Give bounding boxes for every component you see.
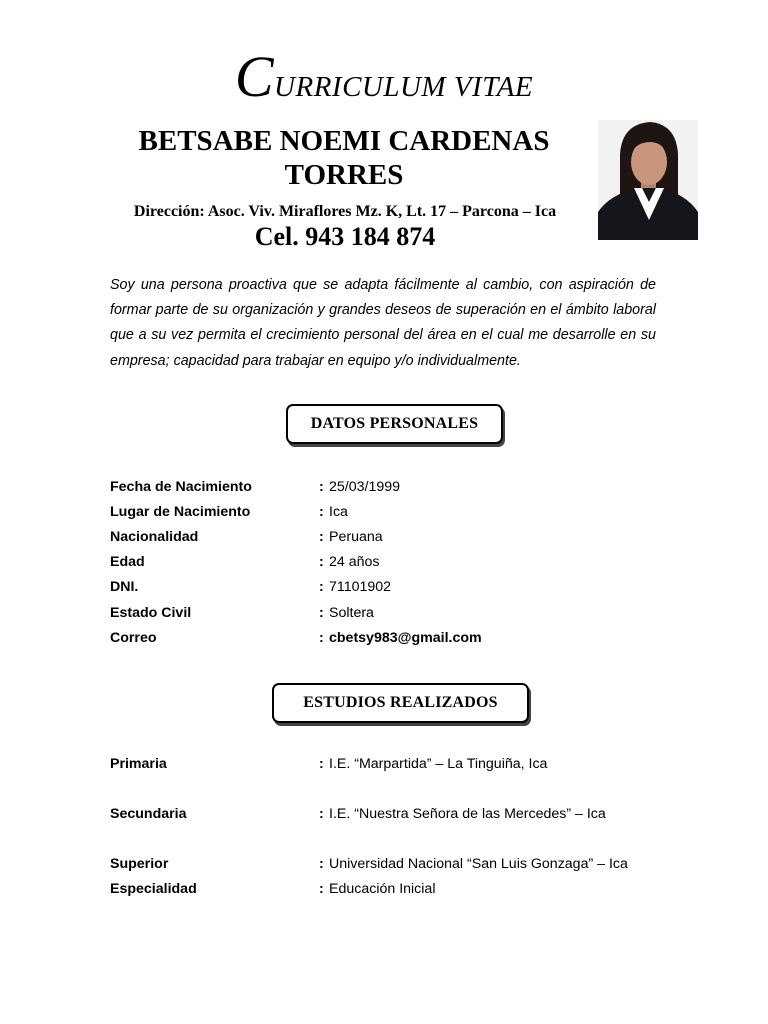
row-value: I.E. “Marpartida” – La Tinguiña, Ica bbox=[329, 756, 548, 772]
row-colon: : bbox=[319, 504, 324, 520]
phone-number: Cel. 943 184 874 bbox=[254, 222, 436, 251]
row-birth-place bbox=[110, 504, 670, 524]
row-civil-status bbox=[110, 605, 670, 625]
row-dni bbox=[110, 579, 670, 599]
row-birth-date bbox=[110, 479, 670, 499]
studies-heading: ESTUDIOS REALIZADOS bbox=[272, 683, 529, 723]
row-nationality bbox=[110, 529, 670, 549]
row-value: 24 años bbox=[329, 554, 380, 570]
row-colon: : bbox=[319, 756, 324, 772]
row-email bbox=[110, 630, 670, 650]
row-specialty bbox=[110, 881, 670, 901]
row-value: 25/03/1999 bbox=[329, 479, 401, 495]
row-colon: : bbox=[319, 856, 324, 872]
row-primary bbox=[110, 756, 670, 776]
row-value: 71101902 bbox=[329, 579, 392, 595]
profile-summary: Soy una persona proactiva que se adapta fácilmente al cambio, con aspiración de formar parte de su organización y grandes deseos de superación en el ámbito laboral que a su vez permita el crecimiento personal del área en el cual me desarrolle en su empresa; capacidad para trabajar en equipo y/o individualmente. bbox=[110, 277, 656, 369]
row-colon: : bbox=[319, 529, 324, 545]
row-colon: : bbox=[319, 479, 324, 495]
row-value: Educación Inicial bbox=[329, 881, 436, 897]
personal-data-heading: DATOS PERSONALES bbox=[286, 404, 503, 444]
row-colon: : bbox=[319, 579, 324, 595]
row-colon: : bbox=[319, 806, 324, 822]
row-age bbox=[110, 554, 670, 574]
row-colon: : bbox=[319, 630, 324, 646]
profile-photo bbox=[598, 120, 698, 240]
row-label: Superior bbox=[110, 856, 169, 872]
row-label: Secundaria bbox=[110, 806, 187, 822]
row-label: Primaria bbox=[110, 756, 167, 772]
row-secondary bbox=[110, 806, 670, 826]
title-initial: C bbox=[234, 44, 275, 109]
row-label: Nacionalidad bbox=[110, 529, 199, 545]
row-label: Correo bbox=[110, 630, 157, 646]
row-label: Estado Civil bbox=[110, 605, 192, 621]
row-value: Ica bbox=[329, 504, 348, 520]
address: Dirección: Asoc. Viv. Miraflores Mz. K, Lt. 17 – Parcona – Ica bbox=[133, 203, 557, 220]
row-label: Fecha de Nacimiento bbox=[110, 479, 252, 495]
name-line-1: BETSABE NOEMI CARDENAS bbox=[138, 125, 550, 157]
row-label: Edad bbox=[110, 554, 145, 570]
row-colon: : bbox=[319, 554, 324, 570]
row-higher bbox=[110, 856, 670, 876]
row-value: Peruana bbox=[329, 529, 383, 545]
row-label: Especialidad bbox=[110, 881, 197, 897]
document-title bbox=[0, 44, 768, 109]
row-label: Lugar de Nacimiento bbox=[110, 504, 251, 520]
row-colon: : bbox=[319, 605, 324, 621]
name-line-2: TORRES bbox=[284, 159, 404, 191]
row-colon: : bbox=[319, 881, 324, 897]
candidate-name bbox=[100, 124, 588, 192]
row-value: Universidad Nacional “San Luis Gonzaga” – Ica bbox=[329, 856, 628, 872]
row-value: I.E. “Nuestra Señora de las Mercedes” – Ica bbox=[329, 806, 606, 822]
title-rest: URRICULUM VITAE bbox=[274, 71, 534, 103]
row-label: DNI. bbox=[110, 579, 139, 595]
row-value: Soltera bbox=[329, 605, 374, 621]
email-value: cbetsy983@gmail.com bbox=[329, 630, 482, 646]
